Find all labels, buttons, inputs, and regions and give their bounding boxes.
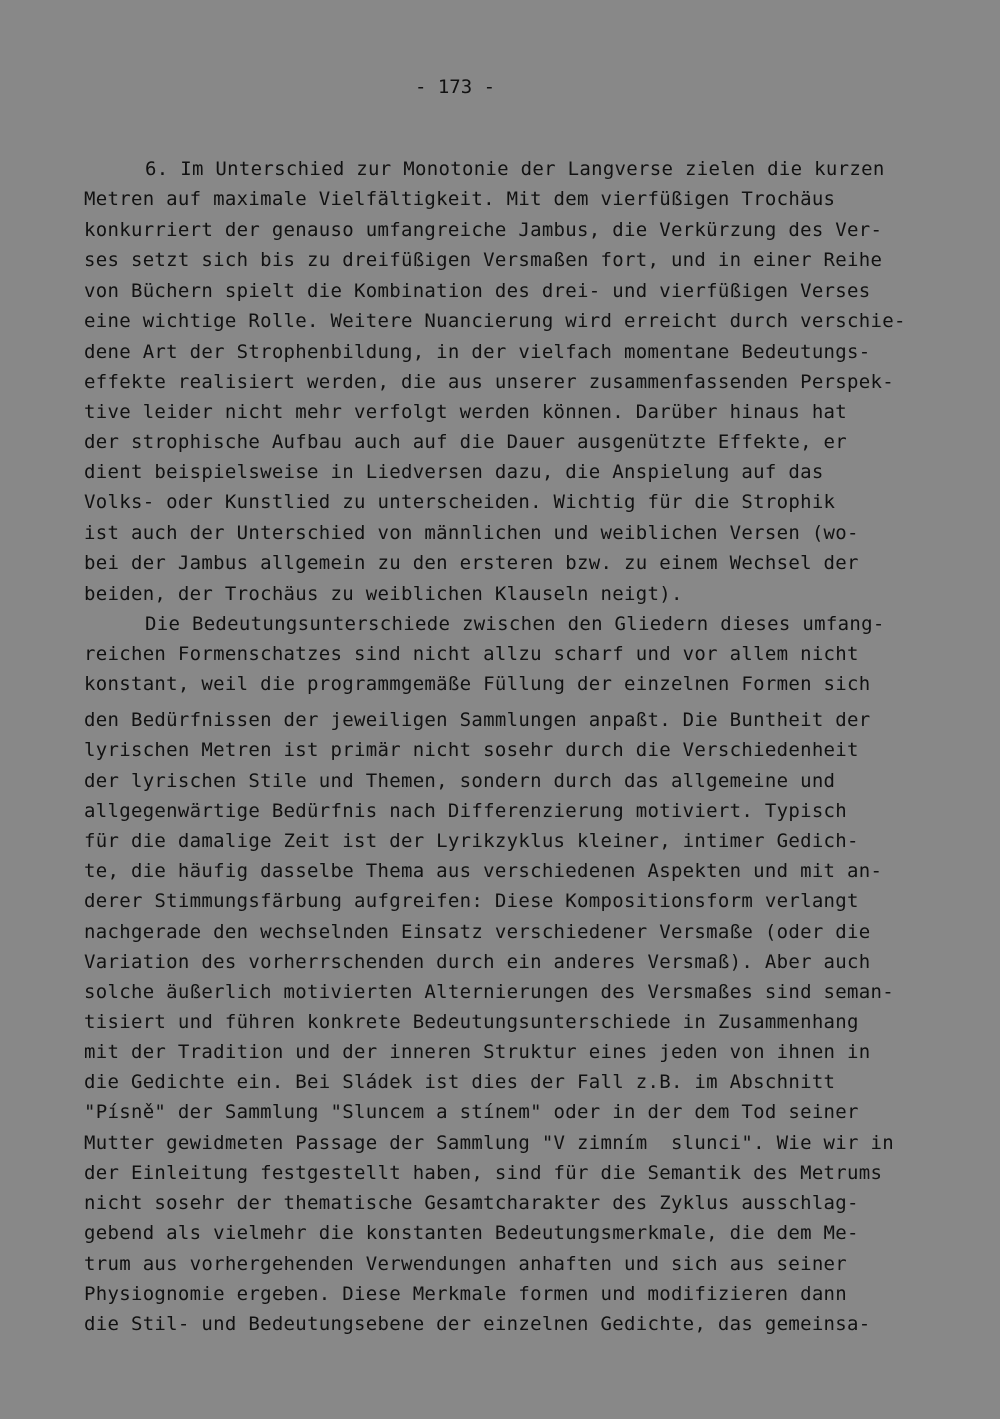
text-line: von Büchern spielt die Kombination des drei- und vierfüßigen Verses: [84, 280, 871, 302]
text-line: ses setzt sich bis zu dreifüßigen Versmaßen fort, und in einer Reihe: [84, 249, 883, 271]
text-line: konkurriert der genauso umfangreiche Jambus, die Verkürzung des Ver-: [84, 219, 883, 241]
text-line: 6. Im Unterschied zur Monotonie der Langverse zielen die kurzen: [145, 158, 885, 180]
text-line: Die Bedeutungsunterschiede zwischen den Gliedern dieses umfang-: [145, 613, 885, 635]
text-line: Volks- oder Kunstlied zu unterscheiden. Wichtig für die Strophik: [84, 491, 836, 513]
text-line: derer Stimmungsfärbung aufgreifen: Diese Kompositionsform verlangt: [84, 890, 859, 912]
text-line: dient beispielsweise in Liedversen dazu, die Anspielung auf das: [84, 461, 824, 483]
text-line: Variation des vorherrschenden durch ein anderes Versmaß). Aber auch: [84, 951, 871, 973]
text-line: die Gedichte ein. Bei Sládek ist dies der Fall z.B. im Abschnitt: [84, 1071, 836, 1093]
text-line: eine wichtige Rolle. Weitere Nuancierung wird erreicht durch verschie-: [84, 310, 906, 332]
text-line: nachgerade den wechselnden Einsatz verschiedener Versmaße (oder die: [84, 921, 871, 943]
text-line: der Einleitung festgestellt haben, sind für die Semantik des Metrums: [84, 1162, 883, 1184]
text-line: konstant, weil die programmgemäße Füllung der einzelnen Formen sich: [84, 673, 871, 695]
text-line: lyrischen Metren ist primär nicht sosehr durch die Verschiedenheit: [84, 739, 859, 761]
text-line: Mutter gewidmeten Passage der Sammlung "V zimním slunci". Wie wir in: [84, 1132, 894, 1154]
text-line: nicht sosehr der thematische Gesamtcharakter des Zyklus ausschlag-: [84, 1192, 859, 1214]
text-line: tisiert und führen konkrete Bedeutungsunterschiede in Zusammenhang: [84, 1011, 859, 1033]
text-line: solche äußerlich motivierten Alternierungen des Versmaßes sind seman-: [84, 981, 894, 1003]
text-line: tive leider nicht mehr verfolgt werden können. Darüber hinaus hat: [84, 401, 848, 423]
text-line: trum aus vorhergehenden Verwendungen anhaften und sich aus seiner: [84, 1253, 848, 1275]
text-line: "Písně" der Sammlung "Sluncem a stínem" oder in der dem Tod seiner: [84, 1101, 859, 1123]
text-line: ist auch der Unterschied von männlichen und weiblichen Versen (wo-: [84, 522, 859, 544]
text-line: dene Art der Strophenbildung, in der vielfach momentane Bedeutungs-: [84, 341, 871, 363]
text-line: für die damalige Zeit ist der Lyrikzyklus kleiner, intimer Gedich-: [84, 830, 859, 852]
text-line: beiden, der Trochäus zu weiblichen Klauseln neigt).: [84, 583, 683, 605]
text-line: reichen Formenschatzes sind nicht allzu scharf und vor allem nicht: [84, 643, 859, 665]
text-line: effekte realisiert werden, die aus unserer zusammenfassenden Perspek-: [84, 371, 894, 393]
text-line: den Bedürfnissen der jeweiligen Sammlungen anpaßt. Die Buntheit der: [84, 709, 871, 731]
text-line: allgegenwärtige Bedürfnis nach Differenzierung motiviert. Typisch: [84, 800, 848, 822]
text-line: Physiognomie ergeben. Diese Merkmale formen und modifizieren dann: [84, 1283, 848, 1305]
text-line: Metren auf maximale Vielfältigkeit. Mit dem vierfüßigen Trochäus: [84, 188, 836, 210]
text-line: der strophische Aufbau auch auf die Dauer ausgenützte Effekte, er: [84, 431, 848, 453]
text-line: gebend als vielmehr die konstanten Bedeutungsmerkmale, die dem Me-: [84, 1222, 859, 1244]
text-line: bei der Jambus allgemein zu den ersteren bzw. zu einem Wechsel der: [84, 552, 859, 574]
text-line: te, die häufig dasselbe Thema aus verschiedenen Aspekten und mit an-: [84, 860, 883, 882]
text-line: der lyrischen Stile und Themen, sondern durch das allgemeine und: [84, 770, 836, 792]
text-line: mit der Tradition und der inneren Struktur eines jeden von ihnen in: [84, 1041, 871, 1063]
text-line: die Stil- und Bedeutungsebene der einzelnen Gedichte, das gemeinsa-: [84, 1313, 871, 1335]
page-number: - 173 -: [414, 76, 496, 98]
